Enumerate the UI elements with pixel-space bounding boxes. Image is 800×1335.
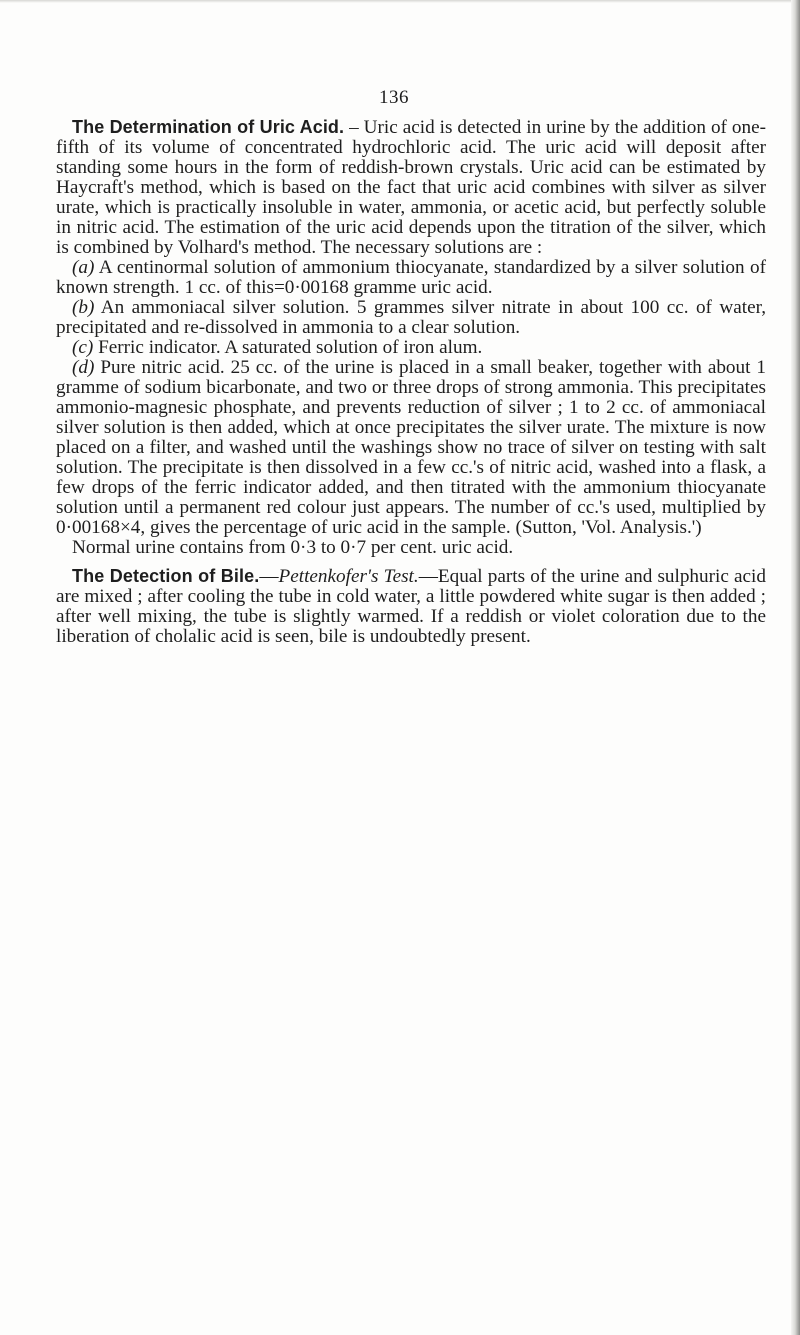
- page-top-edge: [0, 0, 800, 3]
- bile-heading: The Detection of Bile.: [72, 566, 260, 586]
- bile-body: —Equal parts of the urine and sulphuric acid are mixed ; after cooling the tube in cold water, a little powdered white sugar is then added ; after well mixing, the tube is slightly warmed. If a reddish or violet coloration due to the liberation of cholalic acid is seen, bile is undoubtedly present.: [56, 566, 766, 647]
- bile-paragraph: [56, 566, 766, 647]
- bile-test-name: Pettenkofer's Test.: [278, 566, 419, 587]
- solution-b-text: An ammoniacal silver solution. 5 grammes silver nitrate in about 100 cc. of water, precipitated and re-dissolved in ammonia to a clear solution.: [56, 297, 766, 338]
- solution-c-paragraph: [56, 338, 766, 358]
- bile-separator: —: [259, 566, 279, 587]
- solution-b-label: (b): [72, 297, 95, 318]
- solution-d-label: (d): [72, 357, 95, 378]
- section-spacer: [56, 558, 766, 566]
- uric-acid-intro: – Uric acid is detected in urine by the addition of one-fifth of its volume of concentrated hydrochloric acid. The uric acid will deposit after standing some hours in the form of reddish-brown crystals. Uric acid can be estimated by Haycraft's method, which is based on the fact that uric acid combines with silver as silver urate, which is practically insoluble in water, ammonia, or acetic acid, but perfectly soluble in nitric acid. The estimation of the uric acid depends upon the titration of the silver, which is combined by Volhard's method. The necessary solutions are :: [56, 117, 767, 258]
- solution-b-paragraph: [56, 298, 766, 338]
- page-right-edge: [791, 0, 800, 1335]
- uric-acid-paragraph: [56, 117, 766, 258]
- solution-c-text: Ferric indicator. A saturated solution of iron alum.: [93, 337, 483, 358]
- uric-acid-heading: The Determination of Uric Acid.: [72, 117, 345, 137]
- normal-urine-paragraph: Normal urine contains from 0·3 to 0·7 per cent. uric acid.: [72, 537, 514, 558]
- page-number: 136: [379, 87, 409, 108]
- solution-a-text: A centinormal solution of ammonium thiocyanate, standardized by a silver solution of known strength. 1 cc. of this=0·00168 gramme uric acid.: [56, 257, 766, 298]
- solution-d-text: Pure nitric acid. 25 cc. of the urine is placed in a small beaker, together with about 1 gramme of sodium bicarbonate, and two or three drops of strong ammonia. This precipitates ammonio-magnesic phosphate, and prevents reduction of silver ; 1 to 2 cc. of ammoniacal silver solution is then added, which at once precipitates the silver urate. The mixture is now placed on a filter, and washed until the washings show no trace of silver on testing with salt solution. The precipitate is then dissolved in a few cc.'s of nitric acid, washed into a flask, a few drops of the ferric indicator added, and then titrated with the ammonium thiocyanate solution until a permanent red colour just appears. The number of cc.'s used, multiplied by 0·00168×4, gives the percentage of uric acid in the sample. (Sutton, 'Vol. Analysis.'): [56, 357, 766, 538]
- solution-a-label: (a): [72, 257, 95, 278]
- text-body: [56, 117, 766, 647]
- solution-a-paragraph: [56, 258, 766, 298]
- solution-c-label: (c): [72, 337, 94, 358]
- solution-d-paragraph: [56, 358, 766, 538]
